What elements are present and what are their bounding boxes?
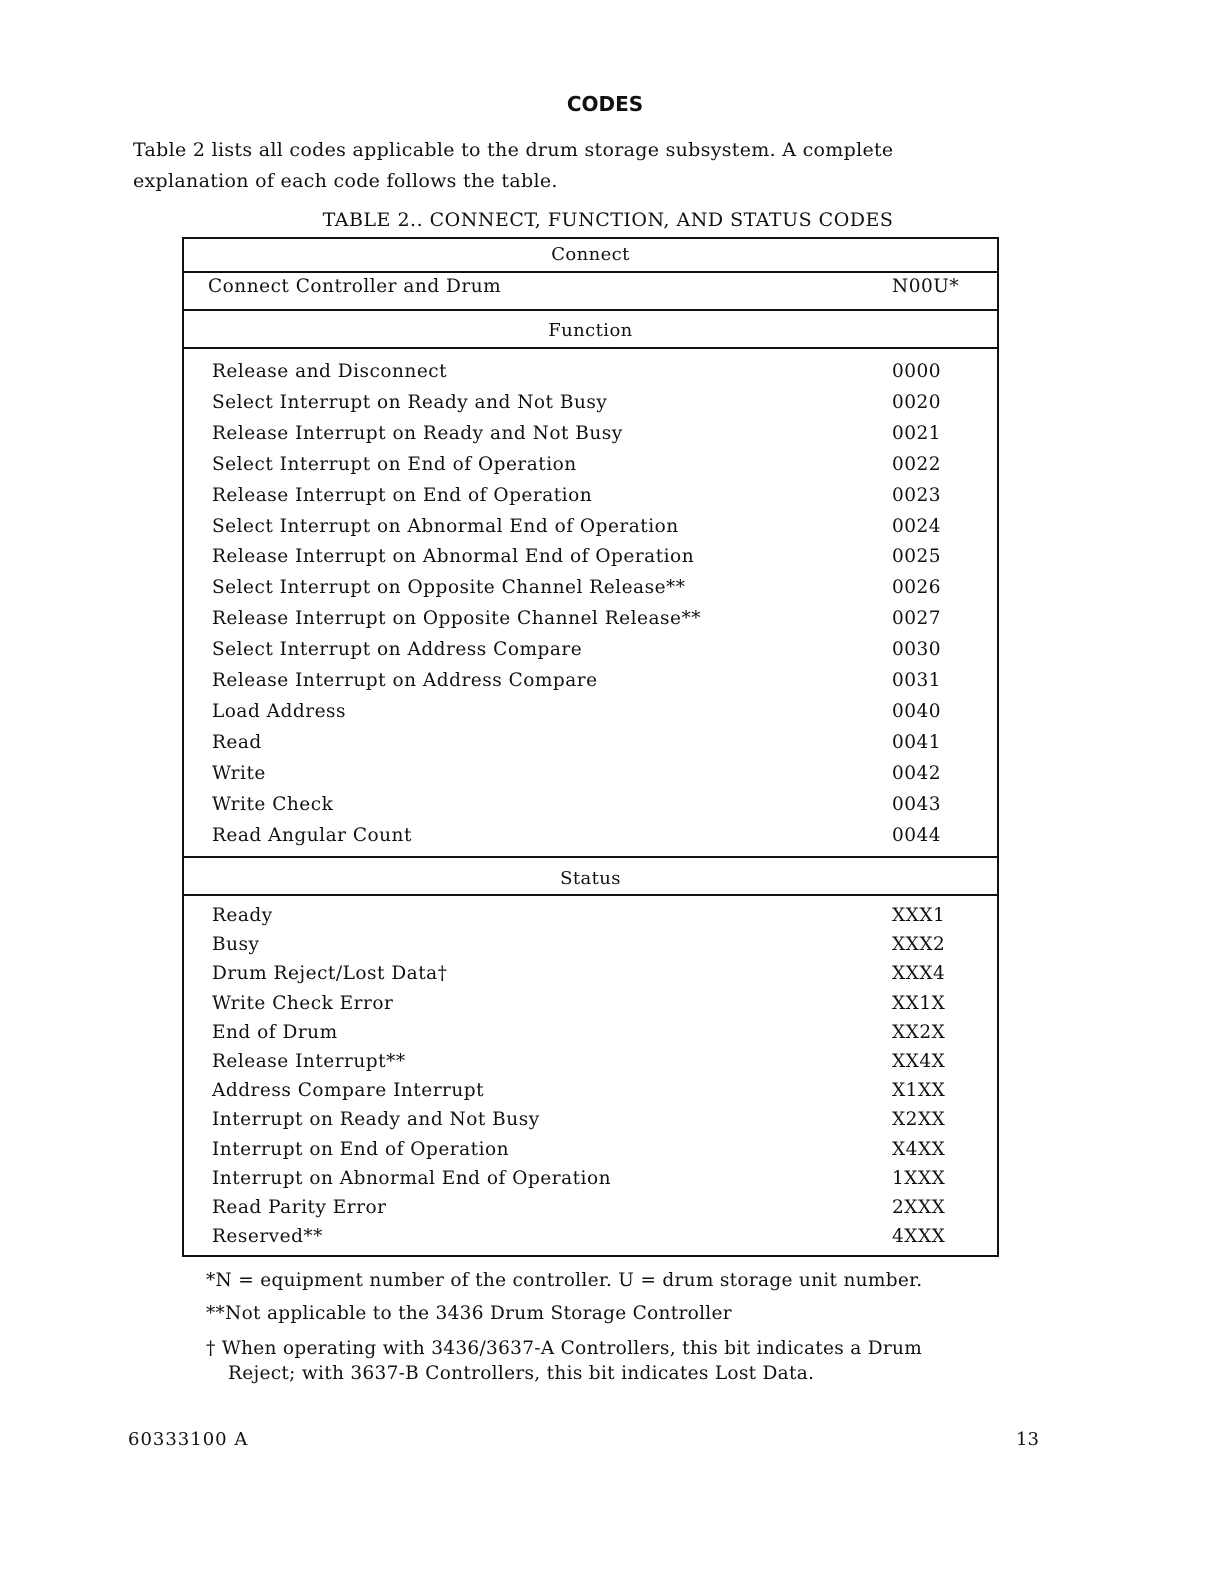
footnote-equipment: *N = equipment number of the controller. U = drum storage unit number.	[206, 1270, 923, 1291]
row-code: 0031	[892, 670, 942, 691]
row-code: 2XXX	[892, 1197, 946, 1218]
row-name: Release Interrupt on Opposite Channel Release**	[212, 608, 701, 630]
row-code: 0042	[892, 762, 942, 784]
table-row	[184, 993, 997, 1019]
table-row	[184, 1226, 997, 1252]
row-name: Interrupt on Ready and Not Busy	[212, 1109, 540, 1131]
table-row	[184, 732, 997, 758]
codes-table	[182, 237, 999, 1257]
row-code: N00U*	[892, 276, 960, 297]
table-row	[184, 608, 997, 634]
table-row	[184, 794, 997, 820]
row-code: 0021	[892, 422, 942, 444]
row-name: Release Interrupt on Abnormal End of Operation	[212, 546, 695, 568]
table-row	[184, 905, 997, 931]
row-code: 0041	[892, 731, 942, 753]
status-header: Status	[560, 868, 621, 889]
table-row	[184, 701, 997, 727]
table-row	[184, 1080, 997, 1106]
table-divider	[184, 894, 997, 896]
row-name: Select Interrupt on End of Operation	[212, 453, 577, 475]
row-name: Read Angular Count	[212, 824, 412, 846]
row-name: End of Drum	[212, 1021, 338, 1043]
table-divider	[184, 347, 997, 349]
row-name: Write	[212, 762, 266, 784]
table-row	[184, 276, 997, 302]
row-name: Connect Controller and Drum	[208, 276, 502, 297]
row-name: Release Interrupt**	[212, 1051, 406, 1072]
table-row	[184, 963, 997, 989]
table-row	[184, 485, 997, 511]
table-row	[184, 670, 997, 696]
row-code: 4XXX	[892, 1226, 946, 1248]
dagger-symbol: †	[206, 1338, 216, 1359]
footnote-not-applicable: **Not applicable to the 3436 Drum Storage Controller	[206, 1303, 732, 1324]
row-name: Reserved**	[212, 1226, 323, 1248]
row-code: X4XX	[892, 1138, 946, 1160]
intro-paragraph: Table 2 lists all codes applicable to the drum storage subsystem. A complete explanation of each code follows the table.	[133, 139, 894, 192]
row-name: Select Interrupt on Abnormal End of Operation	[212, 515, 679, 537]
table-row	[184, 1139, 997, 1165]
row-code: 0020	[892, 391, 942, 413]
row-code: 0043	[892, 793, 942, 815]
row-name: Ready	[212, 905, 273, 926]
table-row	[184, 546, 997, 572]
row-code: 0025	[892, 546, 942, 568]
table-row	[184, 392, 997, 418]
row-code: 0030	[892, 639, 942, 661]
row-code: 0024	[892, 515, 942, 537]
row-code: 0026	[892, 577, 942, 599]
table-row	[184, 361, 997, 387]
table-divider	[184, 271, 997, 273]
row-code: 0044	[892, 824, 942, 846]
row-code: 0022	[892, 453, 942, 475]
page-heading: CODES	[566, 92, 644, 116]
table-row	[184, 639, 997, 665]
row-name: Interrupt on Abnormal End of Operation	[212, 1167, 612, 1189]
row-name: Address Compare Interrupt	[212, 1080, 485, 1102]
table-row	[184, 423, 997, 449]
document-number: 60333100 A	[128, 1429, 249, 1450]
table-row	[184, 825, 997, 851]
row-name: Interrupt on End of Operation	[212, 1138, 510, 1160]
table-row	[184, 934, 997, 960]
row-code: 0040	[892, 700, 942, 722]
row-code: XX1X	[892, 992, 946, 1014]
row-name: Release Interrupt on Ready and Not Busy	[212, 422, 623, 444]
row-code: 0000	[892, 361, 942, 382]
row-name: Release Interrupt on Address Compare	[212, 670, 598, 691]
row-code: XXX1	[892, 905, 946, 926]
row-name: Release and Disconnect	[212, 361, 448, 382]
row-code: 0023	[892, 484, 942, 506]
row-name: Read Parity Error	[212, 1197, 387, 1218]
table-row	[184, 1022, 997, 1048]
row-name: Read	[212, 731, 262, 753]
row-code: X2XX	[892, 1109, 946, 1131]
table-row	[184, 516, 997, 542]
row-code: XXX2	[892, 934, 946, 956]
row-name: Busy	[212, 934, 260, 956]
table-title: TABLE 2.. CONNECT, FUNCTION, AND STATUS CODES	[322, 209, 894, 231]
table-divider	[184, 856, 997, 858]
table-row	[184, 1109, 997, 1135]
row-name: Load Address	[212, 700, 347, 722]
row-name: Select Interrupt on Opposite Channel Release**	[212, 577, 686, 599]
row-name: Write Check Error	[212, 992, 394, 1014]
table-row	[184, 1197, 997, 1223]
connect-header: Connect	[551, 244, 630, 265]
dagger-line-2: Reject; with 3637-B Controllers, this bit indicates Lost Data.	[228, 1363, 815, 1384]
footnote-dagger	[206, 1336, 1026, 1386]
table-divider	[184, 309, 997, 311]
page-number: 13	[1016, 1429, 1039, 1450]
row-code: XX2X	[892, 1021, 946, 1043]
row-code: XX4X	[892, 1051, 946, 1072]
table-row	[184, 454, 997, 480]
table-row	[184, 577, 997, 603]
row-code: XXX4	[892, 963, 946, 985]
row-name: Write Check	[212, 793, 334, 815]
row-name: Select Interrupt on Address Compare	[212, 639, 583, 661]
row-code: 1XXX	[892, 1167, 946, 1189]
row-name: Drum Reject/Lost Data†	[212, 963, 448, 985]
row-name: Select Interrupt on Ready and Not Busy	[212, 391, 608, 413]
row-code: X1XX	[892, 1080, 946, 1102]
row-code: 0027	[892, 608, 942, 630]
dagger-line-1: When operating with 3436/3637-A Controllers, this bit indicates a Drum	[221, 1338, 923, 1359]
table-row	[184, 763, 997, 789]
row-name: Release Interrupt on End of Operation	[212, 484, 593, 506]
function-header: Function	[548, 320, 633, 341]
table-row	[184, 1168, 997, 1194]
table-row	[184, 1051, 997, 1077]
